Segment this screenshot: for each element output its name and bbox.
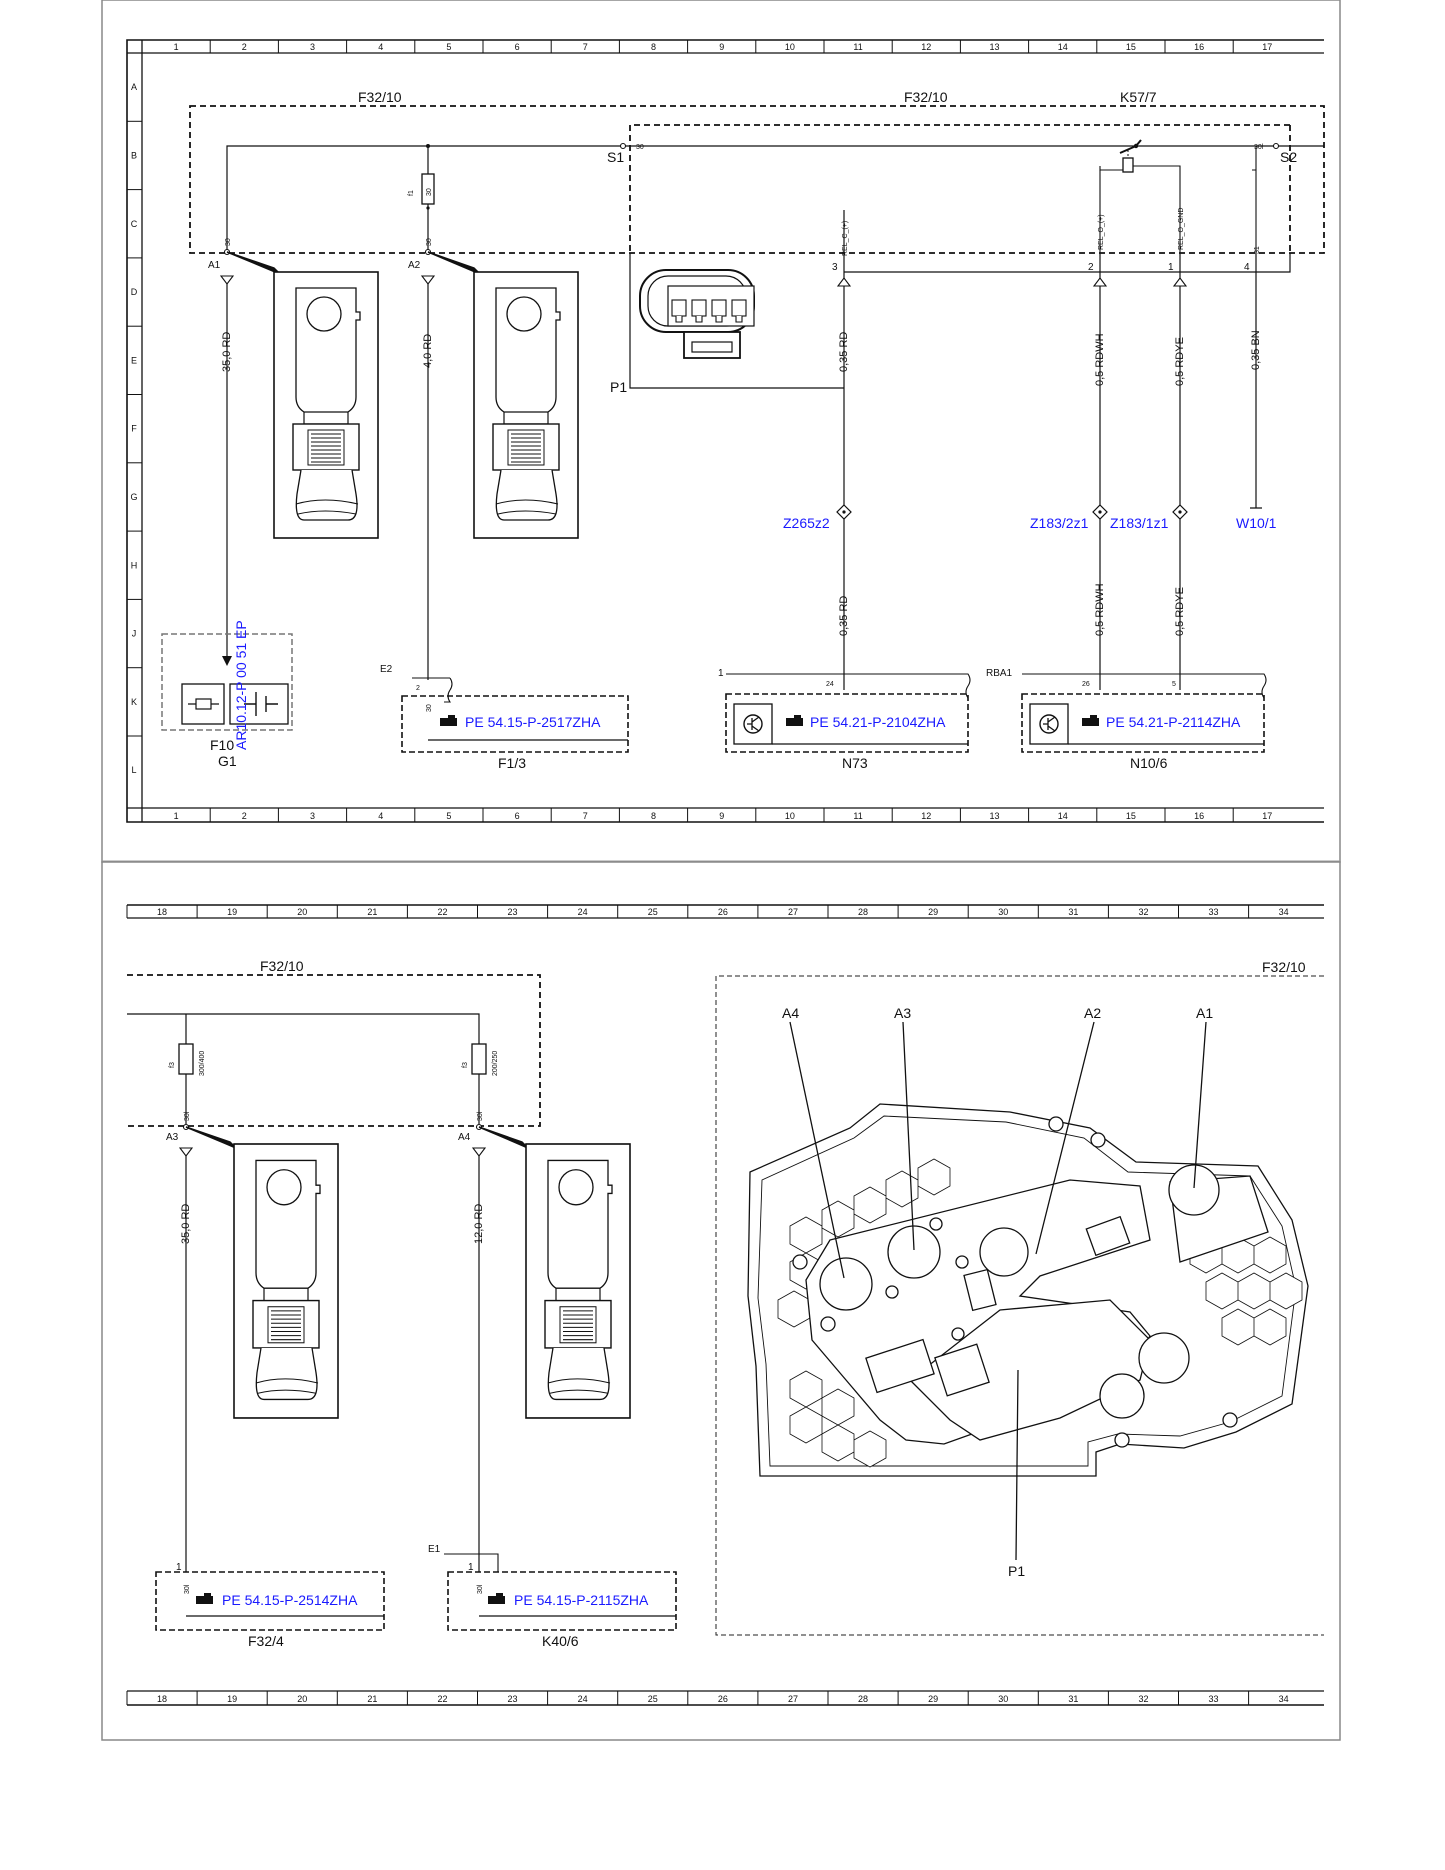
pin-3: 3 [832, 262, 838, 273]
signal-rel-c: REL_C_(+) [842, 220, 849, 256]
top-row-H: H [130, 560, 138, 571]
top-col-bottom-17: 17 [1262, 811, 1273, 821]
f1-3-term: 30 [426, 704, 433, 712]
bottom-col-bottom-22: 22 [437, 1694, 448, 1704]
bottom-col-bottom-21: 21 [367, 1694, 378, 1704]
wire-rel-o-plus-label: 0,5 RDWH [1094, 333, 1106, 386]
wire-rel-o-gnd-label: 0,5 RDYE [1174, 337, 1186, 386]
connector-p1-label: P1 [610, 379, 628, 395]
fuse-f3-a-label: f3 [169, 1062, 176, 1068]
node-z265z2[interactable]: Z265z2 [783, 515, 830, 531]
s1-term: 30 [636, 144, 644, 151]
wire-a3-label: 35,0 RD [180, 1203, 192, 1244]
pin-a3-label: A3 [166, 1132, 179, 1143]
fuse-f1-rating: 30 [426, 188, 433, 196]
bottom-col-bottom-31: 31 [1068, 1694, 1079, 1704]
bottom-col-top-32: 32 [1138, 907, 1149, 917]
fuse-f3-b-rating: 200/250 [492, 1050, 499, 1076]
top-col-17: 17 [1262, 42, 1273, 52]
pin-a2-label: A2 [408, 260, 421, 271]
top-col-bottom-5: 5 [446, 811, 452, 821]
bottom-frame-label-right: F32/10 [1262, 959, 1306, 975]
splice-s2-label: S2 [1280, 149, 1298, 165]
bottom-col-top-26: 26 [717, 907, 728, 917]
pin-4: 4 [1244, 262, 1250, 273]
f32-4-term: 30l [184, 1584, 191, 1594]
callout-a2: A2 [1084, 1005, 1102, 1021]
top-col-9: 9 [719, 42, 725, 52]
lug-image-a2 [474, 272, 578, 538]
bottom-col-bottom-20: 20 [297, 1694, 308, 1704]
wire-a2-label: 4,0 RD [422, 333, 434, 368]
lug-image-a3 [234, 1144, 338, 1418]
bottom-col-bottom-23: 23 [507, 1694, 518, 1704]
top-col-bottom-14: 14 [1057, 811, 1068, 821]
bottom-col-bottom-18: 18 [157, 1694, 168, 1704]
top-row-E: E [130, 355, 138, 366]
top-col-bottom-6: 6 [514, 811, 520, 821]
bottom-col-top-19: 19 [227, 907, 238, 917]
top-col-bottom-8: 8 [650, 811, 657, 821]
bottom-col-top-27: 27 [787, 907, 798, 917]
top-row-C: C [130, 218, 138, 229]
bottom-panel [102, 862, 1340, 1740]
wire-rel-c-label: 0,35 RD [838, 331, 850, 372]
top-row-F: F [131, 423, 137, 434]
wire-n10-rdwh-label: 0,5 RDWH [1094, 583, 1106, 636]
top-col-bottom-10: 10 [784, 811, 795, 821]
bottom-col-top-31: 31 [1068, 907, 1079, 917]
bottom-col-top-30: 30 [998, 907, 1009, 917]
top-col-bottom-13: 13 [989, 811, 1000, 821]
top-col-11: 11 [853, 42, 863, 52]
callout-a4: A4 [782, 1005, 800, 1021]
bottom-col-top-28: 28 [858, 907, 869, 917]
bottom-col-bottom-28: 28 [858, 1694, 869, 1704]
top-col-16: 16 [1194, 42, 1205, 52]
pe-link-f1-3[interactable]: PE 54.15-P-2517ZHA [465, 714, 601, 730]
top-row-L: L [131, 765, 137, 776]
signal-rel-o-gnd: REL_O_GND [1178, 207, 1185, 250]
pe-link-n73[interactable]: PE 54.21-P-2104ZHA [810, 714, 946, 730]
node-w10-1[interactable]: W10/1 [1236, 515, 1277, 531]
top-col-3: 3 [309, 42, 316, 52]
top-col-4: 4 [378, 42, 384, 52]
top-col-15: 15 [1125, 42, 1136, 52]
bottom-col-bottom-30: 30 [998, 1694, 1009, 1704]
top-col-2: 2 [241, 42, 247, 52]
rba1-label: RBA1 [986, 668, 1013, 679]
splice-s1-label: S1 [607, 149, 625, 165]
top-col-bottom-3: 3 [309, 811, 316, 821]
bottom-col-bottom-26: 26 [717, 1694, 728, 1704]
top-col-bottom-4: 4 [378, 811, 384, 821]
fuse-f3-a-rating: 300/400 [199, 1050, 206, 1076]
a4-term: 30l [477, 1111, 484, 1121]
lug-image-a4 [526, 1144, 630, 1418]
component-n73: N73 [842, 755, 868, 771]
a3-term: 30l [184, 1111, 191, 1121]
n73-pin-24: 24 [826, 681, 834, 688]
pin-a4-label: A4 [458, 1132, 471, 1143]
bottom-col-bottom-25: 25 [647, 1694, 658, 1704]
bottom-col-top-24: 24 [577, 907, 588, 917]
top-col-5: 5 [446, 42, 452, 52]
lug-image-a1 [274, 272, 378, 538]
n73-pin-1: 1 [718, 668, 724, 679]
top-col-8: 8 [650, 42, 657, 52]
pin-2: 2 [1088, 262, 1094, 273]
n10-pin-5: 5 [1172, 681, 1176, 688]
bottom-col-top-23: 23 [507, 907, 518, 917]
top-panel [102, 0, 1340, 862]
top-col-6: 6 [514, 42, 520, 52]
wire-n73-label: 0,35 RD [838, 595, 850, 636]
bottom-col-bottom-34: 34 [1278, 1694, 1289, 1704]
transistor-icon [744, 715, 762, 733]
bottom-col-bottom-27: 27 [787, 1694, 798, 1704]
pe-link-f32-4[interactable]: PE 54.15-P-2514ZHA [222, 1592, 358, 1608]
bottom-col-bottom-33: 33 [1208, 1694, 1219, 1704]
component-n10-6: N10/6 [1130, 755, 1168, 771]
callout-a3: A3 [894, 1005, 912, 1021]
top-col-bottom-1: 1 [173, 811, 179, 821]
pe-link-n10-6[interactable]: PE 54.21-P-2114ZHA [1106, 714, 1241, 730]
wire-w10-label: 0,35 BN [1250, 330, 1262, 370]
bottom-col-top-34: 34 [1278, 907, 1289, 917]
top-col-bottom-2: 2 [241, 811, 247, 821]
callout-p1: P1 [1008, 1563, 1026, 1579]
f1-3-pin: 2 [416, 685, 420, 692]
ground-e1-label: E1 [428, 1544, 441, 1555]
top-row-G: G [130, 491, 138, 502]
bottom-frame-label-left: F32/10 [260, 958, 304, 974]
top-col-12: 12 [921, 42, 932, 52]
s2-term: 30l [1254, 144, 1264, 151]
top-col-bottom-9: 9 [719, 811, 725, 821]
wire-n10-rdye-label: 0,5 RDYE [1174, 587, 1186, 636]
w-term-31: 31 [1254, 246, 1261, 254]
top-col-bottom-12: 12 [921, 811, 932, 821]
wire-a4-label: 12,0 RD [473, 1203, 485, 1244]
bottom-col-top-33: 33 [1208, 907, 1219, 917]
bottom-col-bottom-29: 29 [928, 1694, 939, 1704]
pin-1: 1 [1168, 262, 1174, 273]
frame-label-k57-7: K57/7 [1120, 89, 1157, 105]
bottom-col-top-21: 21 [367, 907, 378, 917]
top-row-K: K [130, 696, 138, 707]
ground-note-link[interactable]: AR10.12-P 00 51 EP [233, 620, 249, 750]
top-col-bottom-11: 11 [853, 811, 863, 821]
bottom-col-top-25: 25 [647, 907, 658, 917]
top-col-13: 13 [989, 42, 1000, 52]
bottom-col-top-18: 18 [157, 907, 168, 917]
k40-6-term: 30l [477, 1584, 484, 1594]
top-col-7: 7 [582, 42, 588, 52]
frame-label-f32-10-a: F32/10 [358, 89, 402, 105]
component-g1: G1 [218, 753, 237, 769]
wire-a1-label: 35,0 RD [221, 331, 233, 372]
top-col-bottom-15: 15 [1125, 811, 1136, 821]
fuse-f3-b-label: f3 [462, 1062, 469, 1068]
ground-e2-label: E2 [380, 664, 393, 675]
bottom-col-top-20: 20 [297, 907, 308, 917]
bottom-col-top-22: 22 [437, 907, 448, 917]
bottom-col-top-29: 29 [928, 907, 939, 917]
component-k40-6: K40/6 [542, 1633, 579, 1649]
f32-4-pin: 1 [176, 1562, 182, 1573]
a2-term: 30 [426, 238, 433, 246]
k40-6-pin: 1 [468, 1562, 474, 1573]
top-col-10: 10 [784, 42, 795, 52]
frame-label-f32-10-b: F32/10 [904, 89, 948, 105]
top-col-1: 1 [173, 42, 179, 52]
pe-link-k40-6[interactable]: PE 54.15-P-2115ZHA [514, 1592, 649, 1608]
callout-a1: A1 [1196, 1005, 1214, 1021]
top-col-14: 14 [1057, 42, 1068, 52]
fuse-f1-label: f1 [408, 190, 415, 196]
signal-rel-o-plus: REL_O_(+) [1098, 214, 1105, 250]
bottom-col-bottom-24: 24 [577, 1694, 588, 1704]
node-z183-2z1[interactable]: Z183/2z1 [1030, 515, 1089, 531]
top-col-bottom-16: 16 [1194, 811, 1205, 821]
component-f1-3: F1/3 [498, 755, 527, 771]
transistor-icon [1040, 715, 1058, 733]
node-z183-1z1[interactable]: Z183/1z1 [1110, 515, 1169, 531]
top-row-A: A [130, 82, 138, 93]
n10-pin-26: 26 [1082, 681, 1090, 688]
bottom-col-bottom-19: 19 [227, 1694, 238, 1704]
component-f32-4: F32/4 [248, 1633, 284, 1649]
top-row-J: J [131, 628, 137, 639]
component-f10: F10 [210, 737, 235, 753]
top-row-B: B [130, 150, 138, 161]
a1-term: 30 [225, 238, 232, 246]
top-col-bottom-7: 7 [582, 811, 588, 821]
pin-a1-label: A1 [208, 260, 221, 271]
top-row-D: D [130, 287, 138, 298]
bottom-col-bottom-32: 32 [1138, 1694, 1149, 1704]
